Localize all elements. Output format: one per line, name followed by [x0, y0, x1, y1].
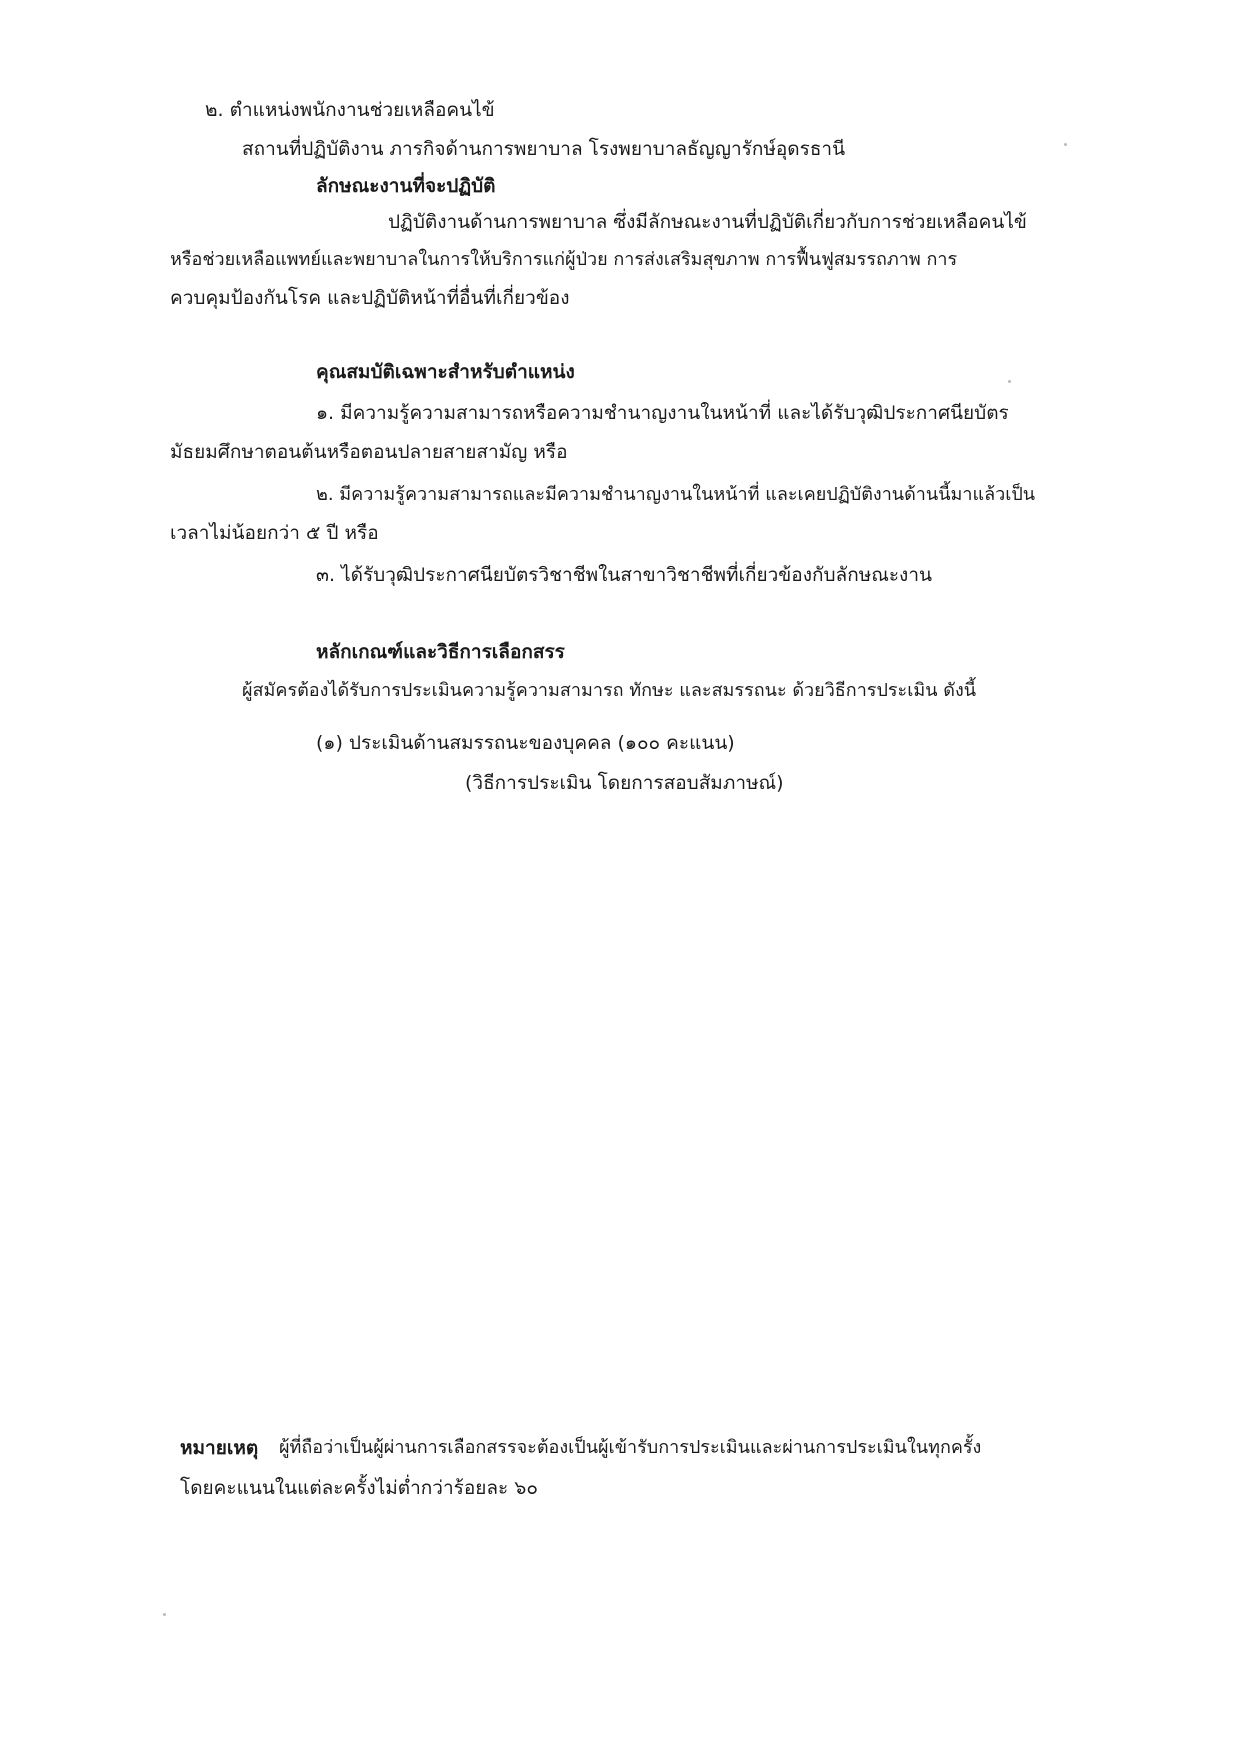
scan-speck — [1008, 380, 1011, 383]
qualification-1-line-2: มัธยมศึกษาตอนต้นหรือตอนปลายสายสามัญ หรือ — [170, 441, 568, 463]
selection-method-1-note: (วิธีการประเมิน โดยการสอบสัมภาษณ์) — [465, 772, 784, 794]
workplace-line: สถานที่ปฏิบัติงาน ภารกิจด้านการพยาบาล โรงพยาบาลธัญญารักษ์อุดรธานี — [242, 138, 846, 160]
selection-heading: หลักเกณฑ์และวิธีการเลือกสรร — [316, 641, 565, 663]
position-heading: ๒. ตำแหน่งพนักงานช่วยเหลือคนไข้ — [205, 99, 495, 121]
scan-speck — [163, 1613, 166, 1616]
remark-label: หมายเหตุ — [180, 1437, 259, 1459]
job-nature-line-1: ปฏิบัติงานด้านการพยาบาล ซึ่งมีลักษณะงานที่ปฏิบัติเกี่ยวกับการช่วยเหลือคนไข้ — [388, 211, 1027, 233]
qualification-3-line-1: ๓. ได้รับวุฒิประกาศนียบัตรวิชาชีพในสาขาวิชาชีพที่เกี่ยวข้องกับลักษณะงาน — [316, 564, 932, 586]
job-nature-line-3: ควบคุมป้องกันโรค และปฏิบัติหน้าที่อื่นที่เกี่ยวข้อง — [170, 287, 570, 309]
job-nature-heading: ลักษณะงานที่จะปฏิบัติ — [316, 175, 496, 197]
qualification-2-line-1: ๒. มีความรู้ความสามารถและมีความชำนาญงานในหน้าที่ และเคยปฏิบัติงานด้านนี้มาแล้วเป็น — [316, 484, 1036, 505]
qualification-2-line-2: เวลาไม่น้อยกว่า ๕ ปี หรือ — [170, 522, 379, 544]
scan-speck — [1064, 143, 1067, 146]
selection-intro: ผู้สมัครต้องได้รับการประเมินความรู้ความสามารถ ทักษะ และสมรรถนะ ด้วยวิธีการประเมิน ดังนี้ — [242, 680, 977, 701]
qualifications-heading: คุณสมบัติเฉพาะสำหรับตำแหน่ง — [316, 361, 575, 383]
qualification-1-line-1: ๑. มีความรู้ความสามารถหรือความชำนาญงานในหน้าที่ และได้รับวุฒิประกาศนียบัตร — [316, 402, 1009, 424]
job-nature-line-2: หรือช่วยเหลือแพทย์และพยาบาลในการให้บริการแก่ผู้ป่วย การส่งเสริมสุขภาพ การฟื้นฟูสมรรถภาพ การ — [170, 249, 958, 270]
remark-line-2: โดยคะแนนในแต่ละครั้งไม่ต่ำกว่าร้อยละ ๖๐ — [180, 1477, 538, 1499]
selection-method-1: (๑) ประเมินด้านสมรรถนะของบุคคล (๑๐๐ คะแนน) — [316, 732, 735, 754]
remark-line-1: ผู้ที่ถือว่าเป็นผู้ผ่านการเลือกสรรจะต้องเป็นผู้เข้ารับการประเมินและผ่านการประเมินในทุกครั้ง — [279, 1437, 982, 1458]
